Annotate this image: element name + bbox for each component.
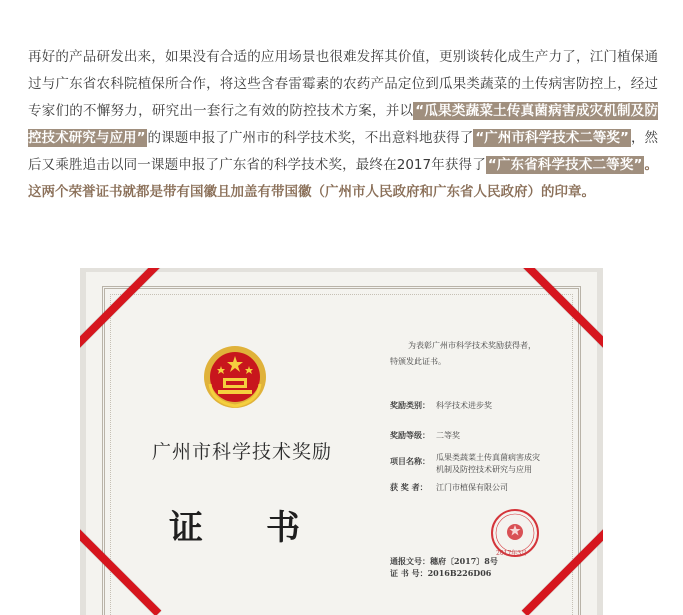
national-emblem-icon [202, 344, 268, 410]
certificate-paper [86, 272, 597, 615]
article-paragraph [28, 44, 658, 206]
certificate-title: 广州市科学技术奖励 [152, 441, 333, 463]
certificate-intro-line1: 为表彰广州市科学技术奖励获得者， [408, 341, 536, 350]
paragraph-text-3: ，然后又乘胜追击以同一课题申报了广东省的科学技术奖，最终在2017年获得了 [28, 130, 659, 173]
certificate-intro-line2: 特颁发此证书。 [390, 357, 446, 366]
level-label: 奖励等级： [390, 430, 430, 440]
project-value-line2: 机制及防控技术研究与应用 [436, 465, 532, 474]
paragraph-text-1: 再好的产品研发出来，如果没有合适的应用场景也很难发挥其价值，更别谈转化成生产力了，江门植保通过与广东省农科院植保所合作，将这些含春雷霉素的农药产品定位到瓜果类蔬菜的土传病害防控上，经过专家们的不懈努力，研究出一套行之有效的防控技术方案，并以 [28, 49, 658, 119]
winner-label: 获 奖 者： [390, 482, 428, 492]
project-label: 项目名称： [390, 456, 430, 466]
winner-value: 江门市植保有限公司 [436, 483, 508, 492]
certificate-photo [80, 268, 603, 615]
document-number: 通报文号：穗府〔2017〕8号 [390, 556, 498, 566]
highlight-guangdong-award: “广东省科学技术二等奖” [487, 157, 643, 173]
highlight-project-title: “瓜果类蔬菜土传真菌病害成灾机制及防控技术研究与应用” [28, 103, 658, 146]
paragraph-text-4: 。这两个荣誉证书就都是带有国徽且加盖有带国徽（广州市人民政府和广东省人民政府）的印章。 [28, 157, 659, 200]
certificate-word-shu: 书 [266, 508, 300, 548]
category-value: 科学技术进步奖 [436, 401, 492, 410]
paragraph-text-2: 的课题申报了广州市的科学技术奖，不出意料地获得了 [147, 130, 474, 146]
level-value: 二等奖 [436, 431, 460, 440]
seal-date: 2017年3月 [496, 550, 528, 557]
category-label: 奖励类别： [390, 400, 430, 410]
project-value-line1: 瓜果类蔬菜土传真菌病害成灾 [436, 453, 540, 462]
certificate-word-zheng: 证 [169, 508, 203, 548]
certificate-number: 证 书 号：2016B226D06 [390, 568, 492, 578]
highlight-guangzhou-award: “广州市科学技术二等奖” [475, 130, 629, 146]
